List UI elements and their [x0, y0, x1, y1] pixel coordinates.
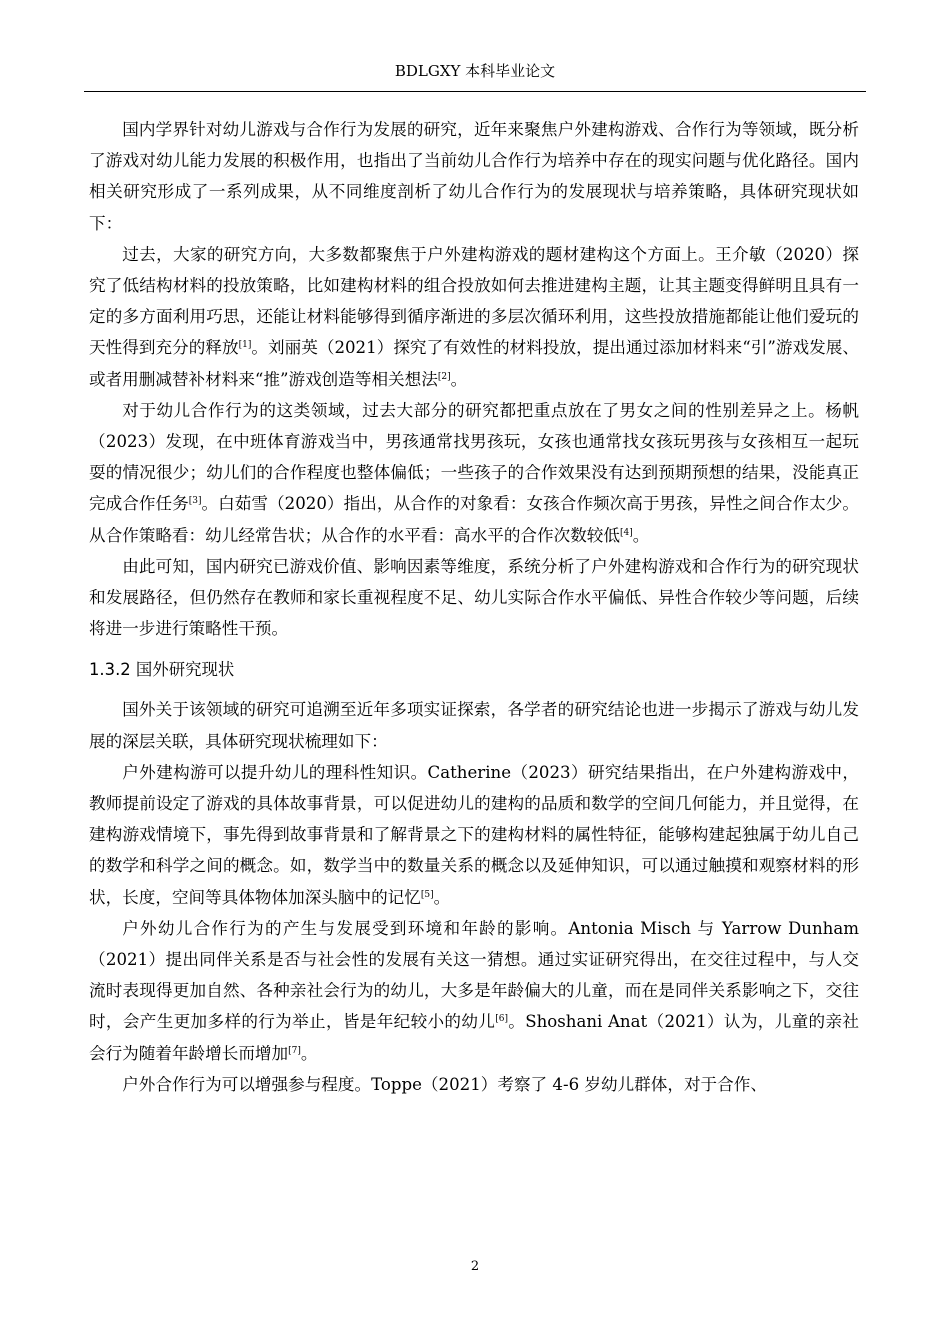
body-paragraph [89, 395, 859, 551]
running-header: BDLGXY 本科毕业论文 [394, 62, 556, 80]
paragraph-text: 户外幼儿合作行为的产生与发展受到环境和年龄的影响。Antonia Misch 与 Yarrow Dunham（2021）提出同伴关系是否与社会性的发展有关这一猜想。通过实证研究得出，在交往过程中，与人交流时表现得更加自然、各种亲社会行为的幼儿，大多是年龄偏大的儿童，而在是同伴关系影响之下，交往时，会产生更加多样的行为举止，皆是年纪较小的幼儿 [89, 918, 859, 1032]
paragraph-text: 。Shoshani Anat（2021）认为，儿童的亲社会行为随着年龄增长而增加 [89, 1012, 859, 1063]
paragraph-text: 。 [300, 1043, 318, 1063]
citation-marker: [3] [188, 496, 202, 507]
page-number: 2 [470, 1259, 480, 1274]
body-paragraph [89, 913, 859, 1069]
header-rule [84, 91, 866, 92]
paragraph-text: 国外关于该领域的研究可追溯至近年多项实证探索，各学者的研究结论也进一步揭示了游戏与幼儿发展的深层关联，具体研究现状梳理如下： [89, 700, 859, 751]
paragraph-text: 。 [632, 525, 650, 545]
paragraph-text: 。刘丽英（2021）探究了有效性的材料投放，提出通过添加材料来“引”游戏发展、或者用删减替补材料来“推”游戏创造等相关想法 [89, 338, 860, 389]
citation-marker: [1] [238, 340, 252, 351]
body-paragraph [89, 1069, 859, 1100]
citation-marker: [4] [620, 527, 633, 538]
section-heading: 1.3.2 国外研究现状 [89, 660, 235, 680]
body-paragraph [89, 694, 859, 756]
paragraph-text: 过去，大家的研究方向，大多数都聚焦于户外建构游戏的题材建构这个方面上。王介敏（2020）探究了低结构材料的投放策略，比如建构材料的组合投放如何去推进建构主题，让其主题变得鲜明且具有一定的多方面利用巧思，还能让材料能够得到循序渐进的多层次循环利用，这些投放措施都能让他们爱玩的天性得到充分的释放 [89, 244, 859, 358]
body-paragraph [89, 551, 859, 645]
page-body [89, 114, 859, 1100]
body-paragraph [89, 114, 859, 239]
paragraph-text: 。 [433, 887, 451, 907]
paragraph-text: 对于幼儿合作行为的这类领域，过去大部分的研究都把重点放在了男女之间的性别差异之上。杨帆（2023）发现，在中班体育游戏当中，男孩通常找男孩玩，女孩也通常找女孩玩男孩与女孩相互一起玩耍的情况很少；幼儿们的合作程度也整体偏低；一些孩子的合作效果没有达到预期预想的结果，没能真正完成合作任务 [89, 400, 859, 514]
paragraph-text: 国内学界针对幼儿游戏与合作行为发展的研究，近年来聚焦户外建构游戏、合作行为等领域，既分析了游戏对幼儿能力发展的积极作用，也指出了当前幼儿合作行为培养中存在的现实问题与优化路径。国内相关研究形成了一系列成果，从不同维度剖析了幼儿合作行为的发展现状与培养策略，具体研究现状如下： [89, 120, 859, 233]
paragraph-text: 。白茹雪（2020）指出，从合作的对象看：女孩合作频次高于男孩，异性之间合作太少。从合作策略看：幼儿经常告状；从合作的水平看：高水平的合作次数较低 [89, 494, 859, 545]
paragraph-text: 户外建构游可以提升幼儿的理科性知识。Catherine（2023）研究结果指出，在户外建构游戏中，教师提前设定了游戏的具体故事背景，可以促进幼儿的建构的品质和数学的空间几何能力，并且觉得，在建构游戏情境下，事先得到故事背景和了解背景之下的建构材料的属性特征，能够构建起独属于幼儿自己的数学和科学之间的概念。如，数学当中的数量关系的概念以及延伸知识，可以通过触摸和观察材料的形状，长度，空间等具体物体加深头脑中的记忆 [89, 762, 859, 907]
citation-marker: [2] [437, 371, 451, 382]
paragraph-text: 。 [450, 369, 468, 389]
foreign-research-section [89, 694, 859, 1100]
paragraph-text: 由此可知，国内研究已游戏价值、影响因素等维度，系统分析了户外建构游戏和合作行为的研究现状和发展路径，但仍然存在教师和家长重视程度不足、幼儿实际合作水平偏低、异性合作较少等问题，后续将进一步进行策略性干预。 [89, 556, 859, 639]
body-paragraph [89, 757, 859, 913]
citation-marker: [5] [420, 889, 434, 900]
citation-marker: [6] [495, 1014, 508, 1025]
domestic-research-section [89, 114, 859, 644]
citation-marker: [7] [288, 1045, 301, 1056]
paragraph-text: 户外合作行为可以增强参与程度。Toppe（2021）考察了 4-6 岁幼儿群体，对于合作、 [122, 1074, 767, 1094]
body-paragraph [89, 239, 859, 395]
